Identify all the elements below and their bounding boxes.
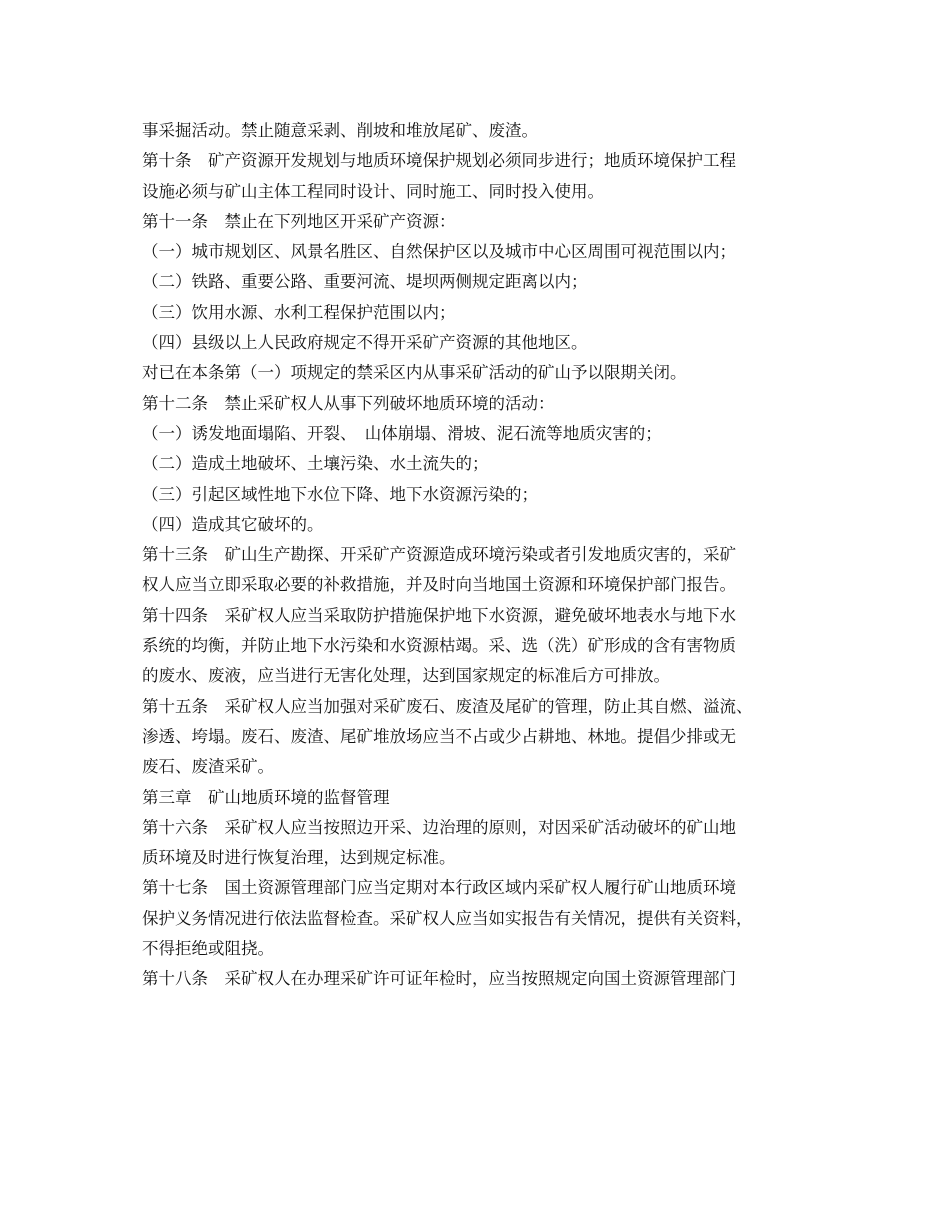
text-line: 第十四条 采矿权人应当采取防护措施保护地下水资源，避免破坏地表水与地下水 (142, 605, 736, 625)
text-line: （二）造成土地破坏、土壤污染、水土流失的； (142, 454, 489, 474)
text-line: 不得拒绝或阻挠。 (142, 939, 274, 959)
text-line: （四）县级以上人民政府规定不得开采矿产资源的其他地区。 (142, 333, 588, 353)
text-line: 事采掘活动。禁止随意采剥、削坡和堆放尾矿、废渣。 (142, 121, 538, 140)
text-line: （四）造成其它破坏的。 (142, 514, 324, 534)
text-line: 第十六条 采矿权人应当按照边开采、边治理的原则，对因采矿活动破坏的矿山地 (142, 817, 736, 837)
text-line: 系统的均衡，并防止地下水污染和水资源枯竭。采、选（洗）矿形成的含有害物质 (142, 636, 736, 656)
text-line: 第十二条 禁止采矿权人从事下列破坏地质环境的活动： (142, 393, 555, 413)
text-line: 第十八条 采矿权人在办理采矿许可证年检时，应当按照规定向国土资源管理部门 (142, 969, 736, 989)
text-line: 权人应当立即采取必要的补救措施，并及时向当地国土资源和环境保护部门报告。 (142, 575, 736, 595)
text-line: 第十七条 国土资源管理部门应当定期对本行政区域内采矿权人履行矿山地质环境 (142, 878, 736, 898)
text-line: （三）饮用水源、水利工程保护范围以内； (142, 302, 456, 322)
text-line: 第十条 矿产资源开发规划与地质环境保护规划必须同步进行；地质环境保护工程 (142, 151, 736, 171)
text-line: 渗透、垮塌。废石、废渣、尾矿堆放场应当不占或少占耕地、林地。提倡少排或无 (142, 726, 736, 746)
text-line: （二）铁路、重要公路、重要河流、堤坝两侧规定距离以内； (142, 272, 588, 292)
chapter-heading: 第三章 矿山地质环境的监督管理 (142, 787, 390, 807)
text-line: 第十一条 禁止在下列地区开采矿产资源： (142, 211, 456, 231)
text-line: 废石、废渣采矿。 (142, 757, 274, 777)
text-line: （一）城市规划区、风景名胜区、自然保护区以及城市中心区周围可视范围以内； (142, 242, 736, 262)
document-body (142, 116, 822, 995)
text-line: （三）引起区域性地下水位下降、地下水资源污染的； (142, 484, 538, 504)
text-line: 质环境及时进行恢复治理，达到规定标准。 (142, 848, 456, 868)
text-line: 的废水、废液，应当进行无害化处理，达到国家规定的标准后方可排放。 (142, 666, 670, 686)
text-line: 设施必须与矿山主体工程同时设计、同时施工、同时投入使用。 (142, 181, 604, 201)
text-line: 第十五条 采矿权人应当加强对采矿废石、废渣及尾矿的管理，防止其自燃、溢流、 (142, 696, 753, 716)
text-line: 对已在本条第（一）项规定的禁采区内从事采矿活动的矿山予以限期关闭。 (142, 363, 687, 383)
text-line: 保护义务情况进行依法监督检查。采矿权人应当如实报告有关情况，提供有关资料， (142, 908, 753, 928)
text-line: （一）诱发地面塌陷、开裂、 山体崩塌、滑坡、泥石流等地质灾害的； (142, 423, 662, 443)
text-line: 第十三条 矿山生产勘探、开采矿产资源造成环境污染或者引发地质灾害的，采矿 (142, 545, 736, 565)
